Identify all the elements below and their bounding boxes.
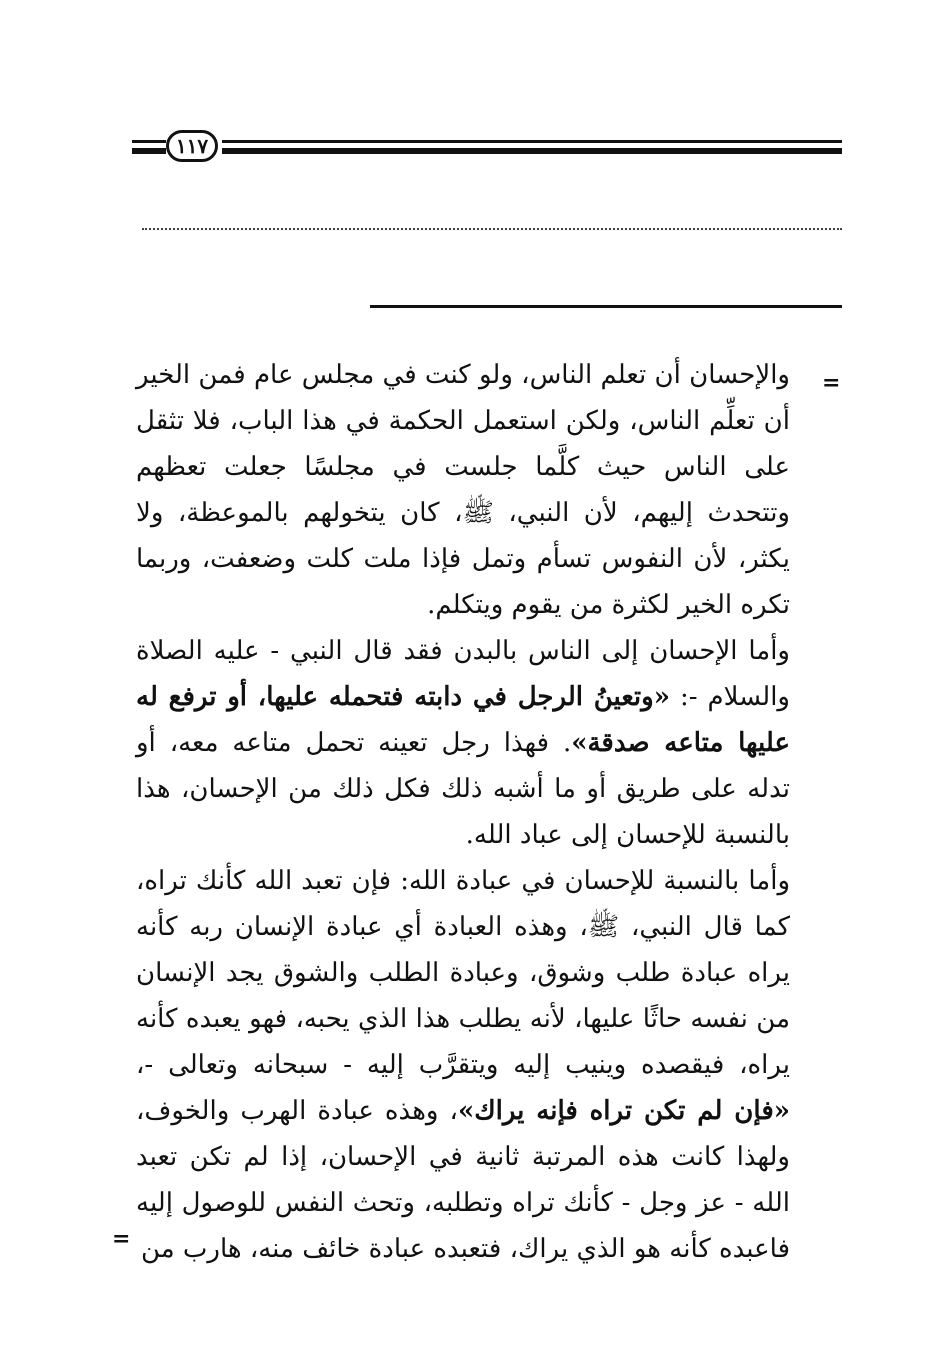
page-number: ١١٧ [175, 134, 209, 158]
header-rule-short [132, 140, 166, 154]
continuation-mark-end: = [112, 1226, 131, 1252]
hadith-quote-2: «فإن لم تكن تراه فإنه يراك» [457, 1096, 790, 1126]
paragraph-2-text-a: وأما الإحسان إلى الناس بالبدن فقد قال النبي - عليه الصلاة والسلام -: [136, 636, 790, 712]
paragraph-2-text-b: . فهذا رجل تعينه تحمل متاعه معه، أو تدله على طريق أو ما أشبه ذلك فكل ذلك من الإحسان، هذا بالنسبة للإحسان إلى عباد الله. [136, 728, 790, 850]
dotted-separator [142, 228, 842, 230]
paragraph-3 [136, 858, 790, 1272]
page-number-badge [166, 130, 218, 162]
footnote-separator [370, 305, 842, 308]
paragraph-2 [136, 628, 790, 858]
hadith-quote-1: «وتعينُ الرجل في دابته فتحمله عليها، أو ترفع له عليها متاعه صدقة» [136, 682, 791, 758]
paragraph-1 [136, 352, 790, 628]
footnote-body [136, 352, 790, 1272]
header-rule-long [222, 140, 842, 154]
paragraph-3-text-b: ، وهذه عبادة الهرب والخوف، ولهذا كانت هذه المرتبة ثانية في الإحسان، إذا لم تكن تعبد الله - عز وجل - كأنك تراه وتطلبه، وتحث النفس للوصول إليه فاعبده كأنه هو الذي يراك، فتعبده عبادة خائف منه، هارب من [136, 1096, 790, 1264]
continuation-mark-start: = [822, 370, 841, 396]
paragraph-1-text: والإحسان أن تعلم الناس، ولو كنت في مجلس عام فمن الخير أن تعلِّم الناس، ولكن استعمل الحكمة في هذا الباب، فلا تثقل على الناس حيث كلَّما جلست في مجلسًا جعلت تعظهم وتتحدث إليهم، لأن النبي، ﷺ، كان يتخولهم بالموعظة، ولا يكثر، لأن النفوس تسأم وتمل فإذا ملت كلت وضعفت، وربما تكره الخير لكثرة من يقوم ويتكلم. [136, 360, 790, 620]
paragraph-3-text-a: وأما بالنسبة للإحسان في عبادة الله: فإن تعبد الله كأنك تراه، كما قال النبي، ﷺ، وهذه العبادة أي عبادة الإنسان ربه كأنه يراه عبادة طلب وشوق، وعبادة الطلب والشوق يجد الإنسان من نفسه حاثًا عليها، لأنه يطلب هذا الذي يحبه، فهو يعبده كأنه يراه، فيقصده وينيب إليه ويتقرَّب إليه - سبحانه وتعالى -، [136, 866, 790, 1080]
